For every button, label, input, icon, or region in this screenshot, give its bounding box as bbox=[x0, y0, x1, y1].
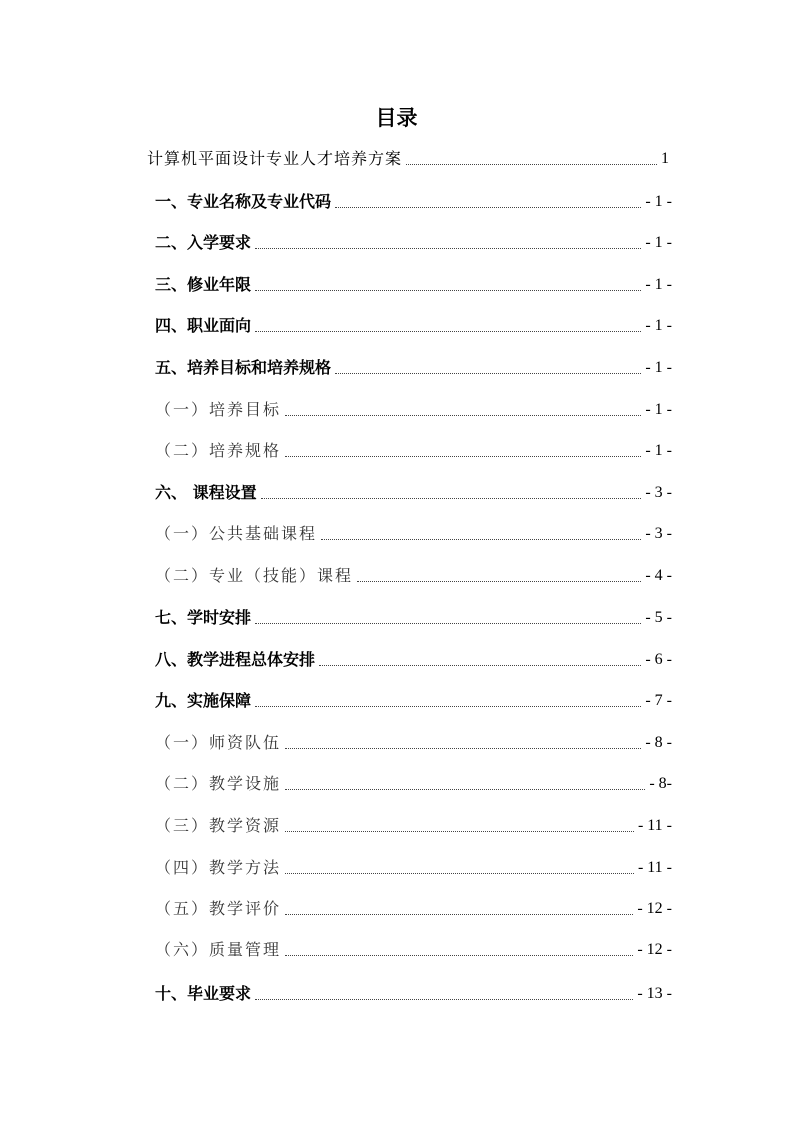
toc-entry-page-number: 1 bbox=[661, 150, 669, 167]
toc-dot-leader bbox=[261, 498, 642, 499]
toc-dot-leader bbox=[255, 623, 641, 624]
toc-entry-page-number: - 8 - bbox=[645, 734, 672, 751]
toc-entry-title: （四）教学方法 bbox=[155, 858, 282, 877]
toc-entry-page-number: - 3 - bbox=[645, 484, 672, 501]
toc-entry-title: 四、职业面向 bbox=[155, 316, 252, 335]
toc-entry[interactable] bbox=[155, 356, 672, 380]
toc-entry-page-number: - 8- bbox=[649, 775, 672, 792]
toc-entry[interactable] bbox=[155, 398, 672, 422]
toc-dot-leader bbox=[406, 164, 657, 165]
toc-entry[interactable] bbox=[155, 439, 672, 463]
toc-dot-leader bbox=[357, 581, 641, 582]
toc-dot-leader bbox=[285, 831, 634, 832]
toc-entry-page-number: - 1 - bbox=[645, 276, 672, 293]
toc-entry[interactable] bbox=[155, 731, 672, 755]
toc-entry-page-number: - 13 - bbox=[637, 985, 672, 1002]
toc-entry-title: （一）培养目标 bbox=[155, 400, 282, 419]
toc-entry-title: 计算机平面设计专业人才培养方案 bbox=[147, 149, 403, 168]
toc-entry-title: 五、培养目标和培养规格 bbox=[155, 358, 332, 377]
toc-entry-page-number: - 4 - bbox=[645, 567, 672, 584]
toc-entry-title: 三、修业年限 bbox=[155, 275, 252, 294]
toc-entry-title: 二、入学要求 bbox=[155, 233, 252, 252]
toc-entry-title: 七、学时安排 bbox=[155, 608, 252, 627]
toc-entry-title: 十、毕业要求 bbox=[155, 984, 252, 1003]
toc-dot-leader bbox=[285, 914, 633, 915]
toc-entry-page-number: - 1 - bbox=[645, 359, 672, 376]
toc-entry[interactable] bbox=[155, 606, 672, 630]
toc-dot-leader bbox=[285, 873, 634, 874]
toc-entry[interactable] bbox=[155, 314, 672, 338]
toc-entry[interactable] bbox=[155, 982, 672, 1006]
toc-entry[interactable] bbox=[155, 190, 672, 214]
toc-entry-page-number: - 6 - bbox=[645, 651, 672, 668]
toc-entry[interactable] bbox=[155, 481, 672, 505]
toc-entry-page-number: - 12 - bbox=[637, 941, 672, 958]
toc-entry-title: 六、 课程设置 bbox=[155, 483, 257, 502]
toc-dot-leader bbox=[335, 373, 641, 374]
toc-dot-leader bbox=[321, 539, 641, 540]
toc-entry-page-number: - 1 - bbox=[645, 317, 672, 334]
toc-dot-leader bbox=[285, 789, 645, 790]
toc-entry-title: 九、实施保障 bbox=[155, 691, 252, 710]
toc-entry-page-number: - 7 - bbox=[645, 692, 672, 709]
toc-entry-page-number: - 3 - bbox=[645, 525, 672, 542]
toc-entry-title: （三）教学资源 bbox=[155, 816, 282, 835]
toc-entry-page-number: - 11 - bbox=[637, 859, 672, 876]
toc-entry-title: （二）培养规格 bbox=[155, 441, 282, 460]
toc-entry[interactable] bbox=[155, 856, 672, 880]
toc-dot-leader bbox=[285, 415, 641, 416]
toc-entry[interactable] bbox=[155, 938, 672, 962]
toc-dot-leader bbox=[255, 290, 641, 291]
toc-entry-page-number: - 1 - bbox=[645, 193, 672, 210]
toc-entry[interactable] bbox=[155, 689, 672, 713]
toc-entry[interactable] bbox=[155, 231, 672, 255]
toc-entry[interactable] bbox=[155, 772, 672, 796]
toc-dot-leader bbox=[285, 456, 641, 457]
toc-entry[interactable] bbox=[155, 814, 672, 838]
toc-entry-title: 八、教学进程总体安排 bbox=[155, 650, 316, 669]
toc-entry[interactable] bbox=[155, 273, 672, 297]
toc-entry-title: （五）教学评价 bbox=[155, 899, 282, 918]
toc-entry-title: （一）师资队伍 bbox=[155, 733, 282, 752]
toc-dot-leader bbox=[255, 248, 641, 249]
toc-dot-leader bbox=[285, 955, 633, 956]
toc-entry-page-number: - 1 - bbox=[645, 234, 672, 251]
toc-dot-leader bbox=[255, 999, 633, 1000]
page-title: 目录 bbox=[375, 106, 418, 130]
toc-entry-title: （二）教学设施 bbox=[155, 774, 282, 793]
toc-entry[interactable] bbox=[155, 897, 672, 921]
toc-entry-page-number: - 5 - bbox=[645, 609, 672, 626]
toc-entry[interactable] bbox=[155, 648, 672, 672]
toc-entry-title: （六）质量管理 bbox=[155, 940, 282, 959]
toc-dot-leader bbox=[335, 207, 641, 208]
toc-entry-title: （二）专业（技能）课程 bbox=[155, 566, 354, 585]
toc-dot-leader bbox=[255, 706, 641, 707]
toc-dot-leader bbox=[319, 665, 641, 666]
toc-entry-page-number: - 11 - bbox=[637, 817, 672, 834]
toc-entry-page-number: - 12 - bbox=[637, 900, 672, 917]
toc-entry[interactable] bbox=[155, 522, 672, 546]
toc-entry-title: （一）公共基础课程 bbox=[155, 524, 318, 543]
toc-entry-title: 一、专业名称及专业代码 bbox=[155, 192, 332, 211]
toc-dot-leader bbox=[255, 331, 641, 332]
toc-entry-page-number: - 1 - bbox=[645, 442, 672, 459]
toc-entry-page-number: - 1 - bbox=[645, 401, 672, 418]
toc-entry[interactable] bbox=[155, 564, 672, 588]
toc-dot-leader bbox=[285, 748, 641, 749]
toc-entry[interactable] bbox=[147, 147, 669, 171]
